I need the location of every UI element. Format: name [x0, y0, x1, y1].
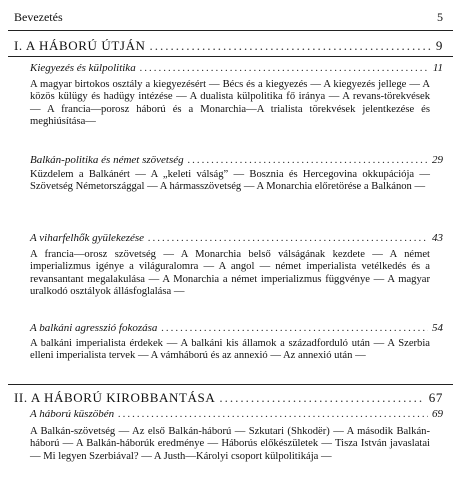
- toc-entry-page: 5: [437, 10, 443, 24]
- toc-section-title: A viharfelhők gyülekezése: [30, 232, 145, 244]
- toc-section-5: [30, 408, 443, 420]
- toc-section-page: 43: [432, 232, 443, 244]
- leader-dots: [188, 154, 428, 166]
- leader-dots: [140, 62, 429, 74]
- toc-section-2-contents: Küzdelem a Balkánért — A „keleti válság” — Bosznia és Hercegovina okkupációja — Szövetség Németországgal — A hármasszövetség — A Monarchia előretörése a Balkánon —: [30, 169, 430, 193]
- toc-section-3-contents: A francia—orosz szövetség — A Monarchia belső válságának kezdete — A német imperializmus igénye a világuralomra — A angol — német imperialista vetélkedés és a revansantant megalakulása — A Monarchia a német imperializmus függvénye — A magyar uralkodó osztályok állásfoglalása —: [30, 249, 430, 298]
- toc-section-page: 29: [432, 154, 443, 166]
- toc-section-page: 11: [432, 62, 443, 74]
- toc-section-title: Balkán-politika és német szövetség: [30, 154, 184, 166]
- leader-dots: [150, 38, 432, 54]
- toc-section-1-contents: A magyar birtokos osztály a kiegyezésért — Bécs és a kiegyezés — A kiegyezés jellege — A közös külügy és hadügy intézése — A dualista külpolitika fő iránya — A revans-törekvések — A francia—porosz háború és a Monarchia—A trialista törekvések jelentkezése és meghiúsítása—: [30, 79, 430, 128]
- toc-part-title: II. A HÁBORÚ KIROBBANTÁSA: [14, 390, 216, 405]
- toc-section-4: [30, 322, 443, 334]
- leader-dots: [148, 232, 428, 244]
- toc-section-page: 69: [432, 408, 443, 420]
- toc-section-5-contents: A Balkán-szövetség — Az első Balkán-háború — Szkutari (Shkodër) — A második Balkán-háború — A Balkán-háborúk eredménye — Háborús előkészületek — Tisza István javaslatai — Mi legyen Szerbiával? — A Justh—Károlyi csoport külpolitikája —: [30, 426, 430, 462]
- toc-entry-intro: [14, 10, 443, 25]
- toc-section-title: A háború küszöbén: [30, 408, 115, 420]
- divider: [8, 384, 453, 385]
- toc-section-4-contents: A balkáni imperialista érdekek — A balkáni kis államok a századforduló után — A Szerbia elleni imperialista tervek — A vámháború és az annexió — Az annexió után —: [30, 338, 430, 362]
- toc-part-1: [14, 38, 443, 54]
- toc-section-3: [30, 232, 443, 244]
- toc-section-page: 54: [432, 322, 443, 334]
- toc-section-2: [30, 154, 443, 166]
- toc-section-title: Kiegyezés és külpolitika: [30, 62, 136, 74]
- leader-dots: [161, 322, 428, 334]
- divider: [8, 56, 453, 57]
- toc-section-1: [30, 62, 443, 74]
- leader-dots: [118, 408, 428, 420]
- toc-part-title: I. A HÁBORÚ ÚTJÁN: [14, 38, 146, 53]
- leader-dots: [219, 390, 424, 406]
- toc-section-title: A balkáni agresszió fokozása: [30, 322, 158, 334]
- toc-part-page: 9: [435, 38, 443, 53]
- toc-entry-title: Bevezetés: [14, 10, 63, 24]
- toc-part-page: 67: [428, 390, 443, 405]
- divider: [8, 30, 453, 31]
- toc-part-2: [14, 390, 443, 406]
